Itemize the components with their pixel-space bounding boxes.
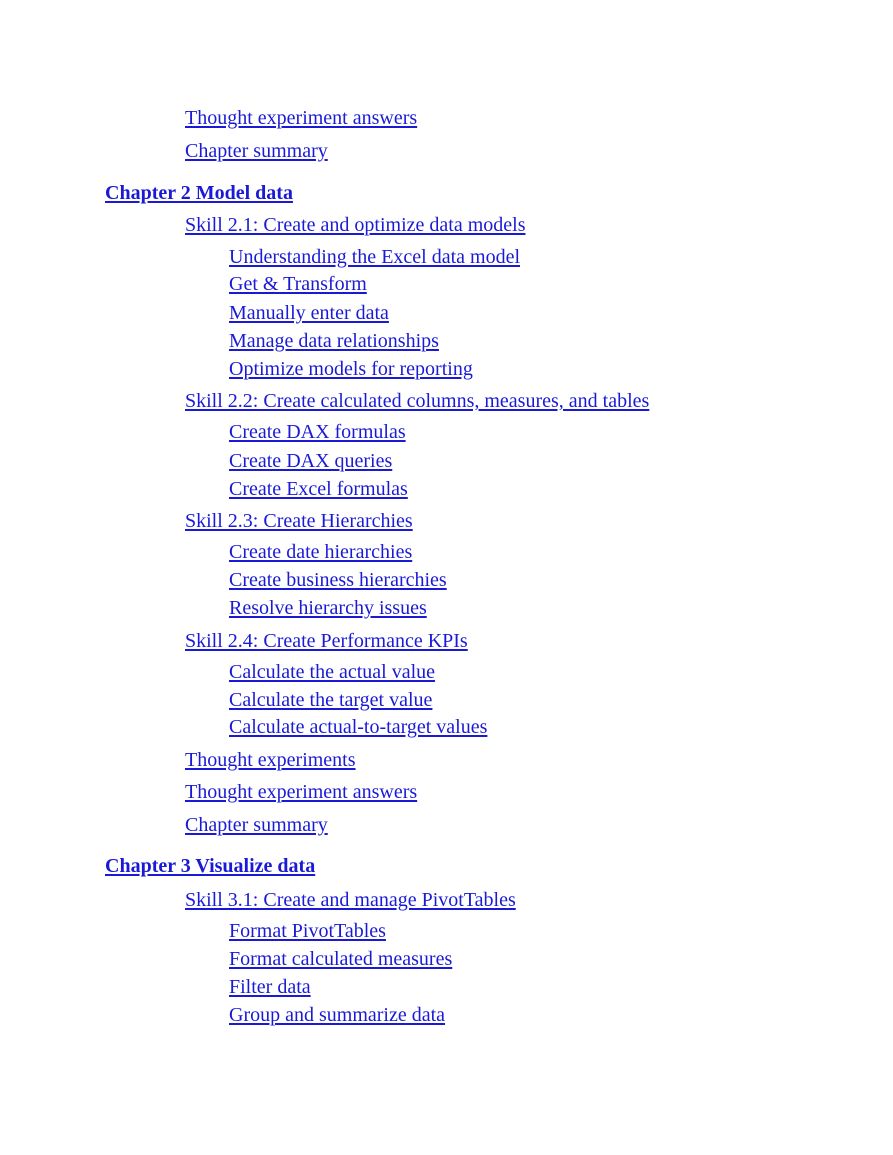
toc-link-skill-3-1-item[interactable]: Filter data [229,976,311,998]
toc-link-skill-2-2[interactable]: Skill 2.2: Create calculated columns, measures, and tables [185,390,650,412]
toc-link-chapter-2[interactable]: Chapter 2 Model data [105,182,293,204]
toc-link-ch1-chapter-summary[interactable]: Chapter summary [185,140,328,162]
toc-link-skill-3-1-item[interactable]: Format calculated measures [229,948,453,970]
toc-link-ch2-thought-experiments[interactable]: Thought experiments [185,749,356,771]
toc-link-skill-2-4-item[interactable]: Calculate actual-to-target values [229,716,488,738]
toc-link-skill-2-4-item[interactable]: Calculate the actual value [229,661,436,683]
toc-link-skill-2-2-item[interactable]: Create DAX queries [229,450,393,472]
toc-link-skill-2-1-item[interactable]: Manage data relationships [229,330,439,352]
toc-link-skill-2-3-item[interactable]: Resolve hierarchy issues [229,597,427,619]
toc-link-chapter-3[interactable]: Chapter 3 Visualize data [105,855,316,877]
toc-link-skill-2-3[interactable]: Skill 2.3: Create Hierarchies [185,510,413,532]
toc-link-skill-2-3-item[interactable]: Create business hierarchies [229,569,447,591]
toc-link-skill-2-2-item[interactable]: Create Excel formulas [229,478,408,500]
toc-link-skill-2-1-item[interactable]: Manually enter data [229,302,389,324]
toc-link-ch1-thought-experiment-answers[interactable]: Thought experiment answers [185,107,418,129]
toc-link-ch2-chapter-summary[interactable]: Chapter summary [185,814,328,836]
toc-link-skill-3-1[interactable]: Skill 3.1: Create and manage PivotTables [185,889,516,911]
toc-link-skill-3-1-item[interactable]: Group and summarize data [229,1004,446,1026]
toc-link-skill-2-3-item[interactable]: Create date hierarchies [229,541,413,563]
toc-link-skill-2-4-item[interactable]: Calculate the target value [229,689,433,711]
toc-link-skill-2-1-item[interactable]: Get & Transform [229,273,367,295]
toc-link-skill-2-1-item[interactable]: Optimize models for reporting [229,358,473,380]
toc-link-skill-2-1-item[interactable]: Understanding the Excel data model [229,246,521,268]
toc-link-ch2-thought-experiment-answers[interactable]: Thought experiment answers [185,781,418,803]
toc-link-skill-2-4[interactable]: Skill 2.4: Create Performance KPIs [185,630,468,652]
toc-link-skill-2-1[interactable]: Skill 2.1: Create and optimize data models [185,214,526,236]
toc-link-skill-2-2-item[interactable]: Create DAX formulas [229,421,406,443]
toc-link-skill-3-1-item[interactable]: Format PivotTables [229,920,386,942]
